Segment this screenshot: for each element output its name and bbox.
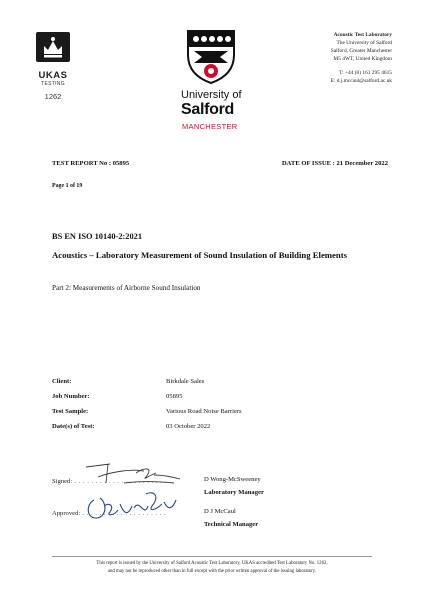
job-number-value: 05895 — [166, 393, 183, 400]
signature-wong-mcsweeney — [84, 461, 184, 489]
signed-label-text: Signed: — [52, 478, 73, 485]
signed-dotted-line: . . . . . . . . . . . . . . . . . . . . . . — [72, 478, 167, 485]
job-number-label: Job Number: — [52, 393, 90, 400]
standard-reference: BS EN ISO 10140-2:2021 — [52, 232, 143, 241]
footer-line2: and may not be reproduced other than in full except with the prior written approval of the issuing laboratory. — [107, 569, 317, 575]
ukas-logo-subtext: TESTING — [41, 81, 65, 87]
report-part: Part 2: Measurements of Airborne Sound Insulation — [52, 284, 201, 292]
university-name-line3: MANCHESTER — [182, 122, 238, 131]
lab-address-block — [331, 31, 392, 86]
test-date-value: 03 October 2022 — [166, 423, 211, 430]
client-value: Birkdale Sales — [166, 378, 205, 385]
footer-line1: This report is issued by the University of Salford Acoustic Test Laboratory, UKAS accredited Test Laboratory No. 1262, — [96, 561, 328, 566]
signature-mccaul — [84, 488, 184, 522]
signed-role: Laboratory Manager — [204, 489, 264, 496]
lab-name: Acoustic Test Laboratory — [333, 32, 392, 38]
university-name-line1: University of — [181, 89, 242, 101]
lab-address-line1: The University of Salford — [336, 40, 392, 47]
lab-address-line2: Salford, Greater Manchester — [330, 48, 392, 55]
approved-dotted-line: . . . . . . . . . . . . . . . . . . . . — [80, 510, 167, 517]
ukas-logo-text: UKAS — [38, 70, 68, 81]
ukas-crown-icon — [36, 32, 70, 62]
test-report-number: TEST REPORT No : 05895 — [52, 160, 130, 167]
approved-name: D J McCaul — [204, 508, 236, 515]
test-sample-value: Various Road Noise Barriers — [166, 408, 242, 415]
ukas-lab-number: 1262 — [44, 92, 62, 101]
approved-label-text: Approved: — [52, 510, 81, 517]
footer-divider — [52, 556, 372, 557]
university-name-line2: Salford — [181, 101, 235, 118]
test-sample-label: Test Sample: — [52, 408, 89, 415]
lab-address-line3: M5 4WT, United Kingdom — [333, 56, 392, 63]
report-title: Acoustics – Laboratory Measurement of Sound Insulation of Building Elements — [52, 250, 347, 260]
university-crest-icon — [184, 27, 238, 85]
signed-name: D Wong-McSweeney — [204, 476, 261, 483]
lab-phone: T: +44 (0) 161 295 4615 — [339, 70, 392, 77]
client-label: Client: — [52, 378, 72, 385]
footer-note — [40, 560, 384, 577]
test-date-label: Date(s) of Test: — [52, 423, 95, 430]
page-indicator: Page 1 of 19 — [52, 183, 83, 189]
lab-email[interactable]: E: d.j.mccaul@salford.ac.uk — [330, 78, 392, 85]
approved-role: Technical Manager — [204, 521, 259, 528]
date-of-issue: DATE OF ISSUE : 21 December 2022 — [281, 160, 388, 167]
